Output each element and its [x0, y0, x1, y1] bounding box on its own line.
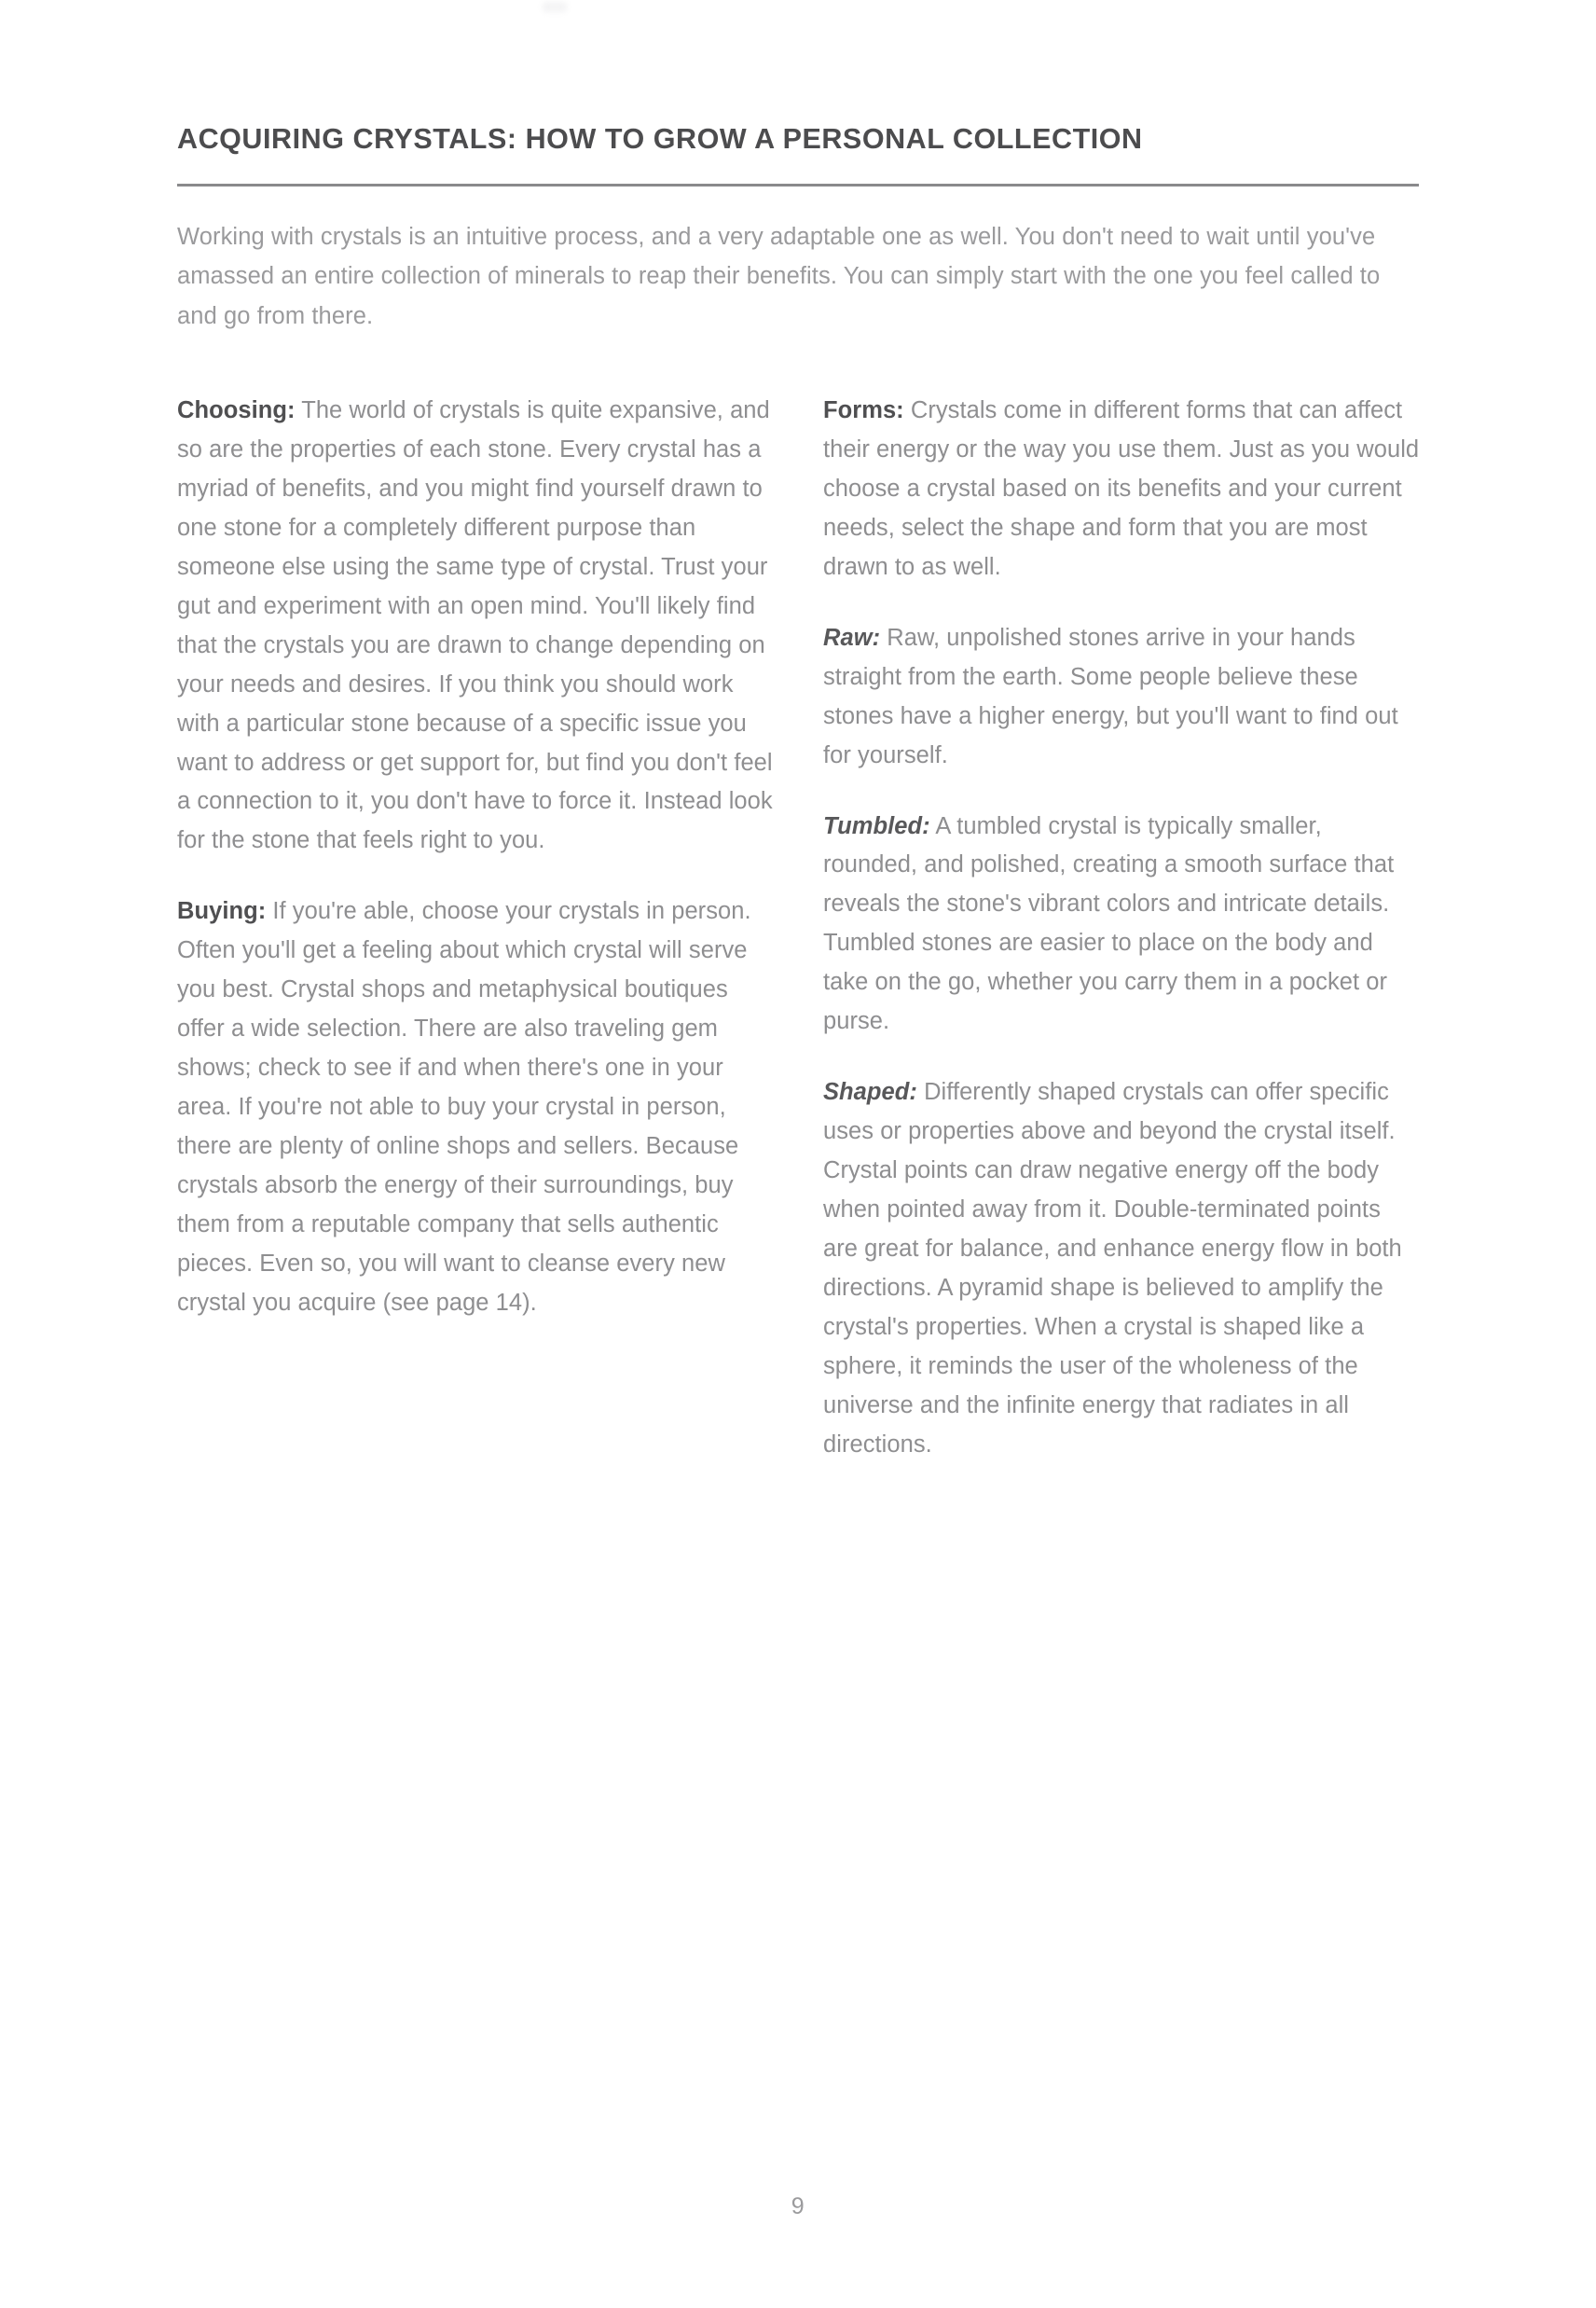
section-tumbled-body: A tumbled crystal is typically smaller, rounded, and polished, creating a smooth surface that reveals the stone's vibrant colors and intricate details. Tumbled stones are easier to place on the body and take on the go, whether you carry them in a pocket or purse.: [823, 812, 1395, 1035]
section-raw: [823, 619, 1420, 776]
page-title: ACQUIRING CRYSTALS: HOW TO GROW A PERSONAL COLLECTION: [177, 123, 1143, 155]
section-shaped-body: Differently shaped crystals can offer specific uses or properties above and beyond the crystal itself. Crystal points can draw negative energy off the body when pointed away from it. Double-terminated points are great for balance, and enhance energy flow in both directions. A pyramid shape is believed to amplify the crystal's properties. When a crystal is shaped like a sphere, it reminds the user of the wholeness of the universe and the infinite energy that radiates in all directions.: [823, 1079, 1402, 1458]
section-forms: [823, 392, 1420, 587]
section-buying-body: If you're able, choose your crystals in person. Often you'll get a feeling about which crystal will serve you best. Crystal shops and metaphysical boutiques offer a wide selection. There are also traveling gem shows; check to see if and when there's one in your area. If you're not able to buy your crystal in person, there are plenty of online shops and sellers. Because crystals absorb the energy of their surroundings, buy them from a reputable company that sells authentic pieces. Even so, you will want to cleanse every new crystal you acquire (see page 14).: [177, 898, 751, 1316]
left-column: [177, 392, 774, 1464]
title-divider: [177, 184, 1419, 187]
section-choosing: [177, 392, 774, 861]
two-column-body: [177, 392, 1419, 1464]
section-buying-lead: Buying:: [177, 898, 267, 925]
section-forms-body: Crystals come in different forms that can affect their energy or the way you use them. Just as you would choose a crystal based on its benefits and your current needs, select the shape and form that you are most drawn to as well.: [823, 397, 1420, 580]
right-column: [823, 392, 1420, 1464]
section-tumbled: [823, 808, 1420, 1043]
section-choosing-body: The world of crystals is quite expansive, and so are the properties of each stone. Every crystal has a myriad of benefits, and you might find yourself drawn to one stone for a completely different purpose than someone else using the same type of crystal. Trust your gut and experiment with an open mind. You'll likely find that the crystals you are drawn to change depending on your needs and desires. If you think you should work with a particular stone because of a specific issue you want to address or get support for, but find you don't feel a connection to it, you don't have to force it. Instead look for the stone that feels right to you.: [177, 397, 773, 854]
section-buying: [177, 892, 774, 1322]
section-tumbled-lead: Tumbled:: [823, 812, 930, 839]
scan-artifact: [543, 2, 567, 12]
section-forms-lead: Forms:: [823, 397, 904, 424]
section-choosing-lead: Choosing:: [177, 397, 296, 424]
page-content: [177, 121, 1419, 1465]
section-raw-lead: Raw:: [823, 624, 881, 651]
section-shaped: [823, 1073, 1420, 1464]
section-shaped-lead: Shaped:: [823, 1079, 917, 1106]
section-raw-body: Raw, unpolished stones arrive in your hands straight from the earth. Some people believe these stones have a higher energy, but you'll want to find out for yourself.: [823, 624, 1398, 768]
intro-paragraph: Working with crystals is an intuitive process, and a very adaptable one as well. You don't need to wait until you've amassed an entire collection of minerals to reap their benefits. You can simply start with the one you feel called to and go from there.: [177, 224, 1381, 329]
page-number: 9: [791, 2193, 805, 2219]
